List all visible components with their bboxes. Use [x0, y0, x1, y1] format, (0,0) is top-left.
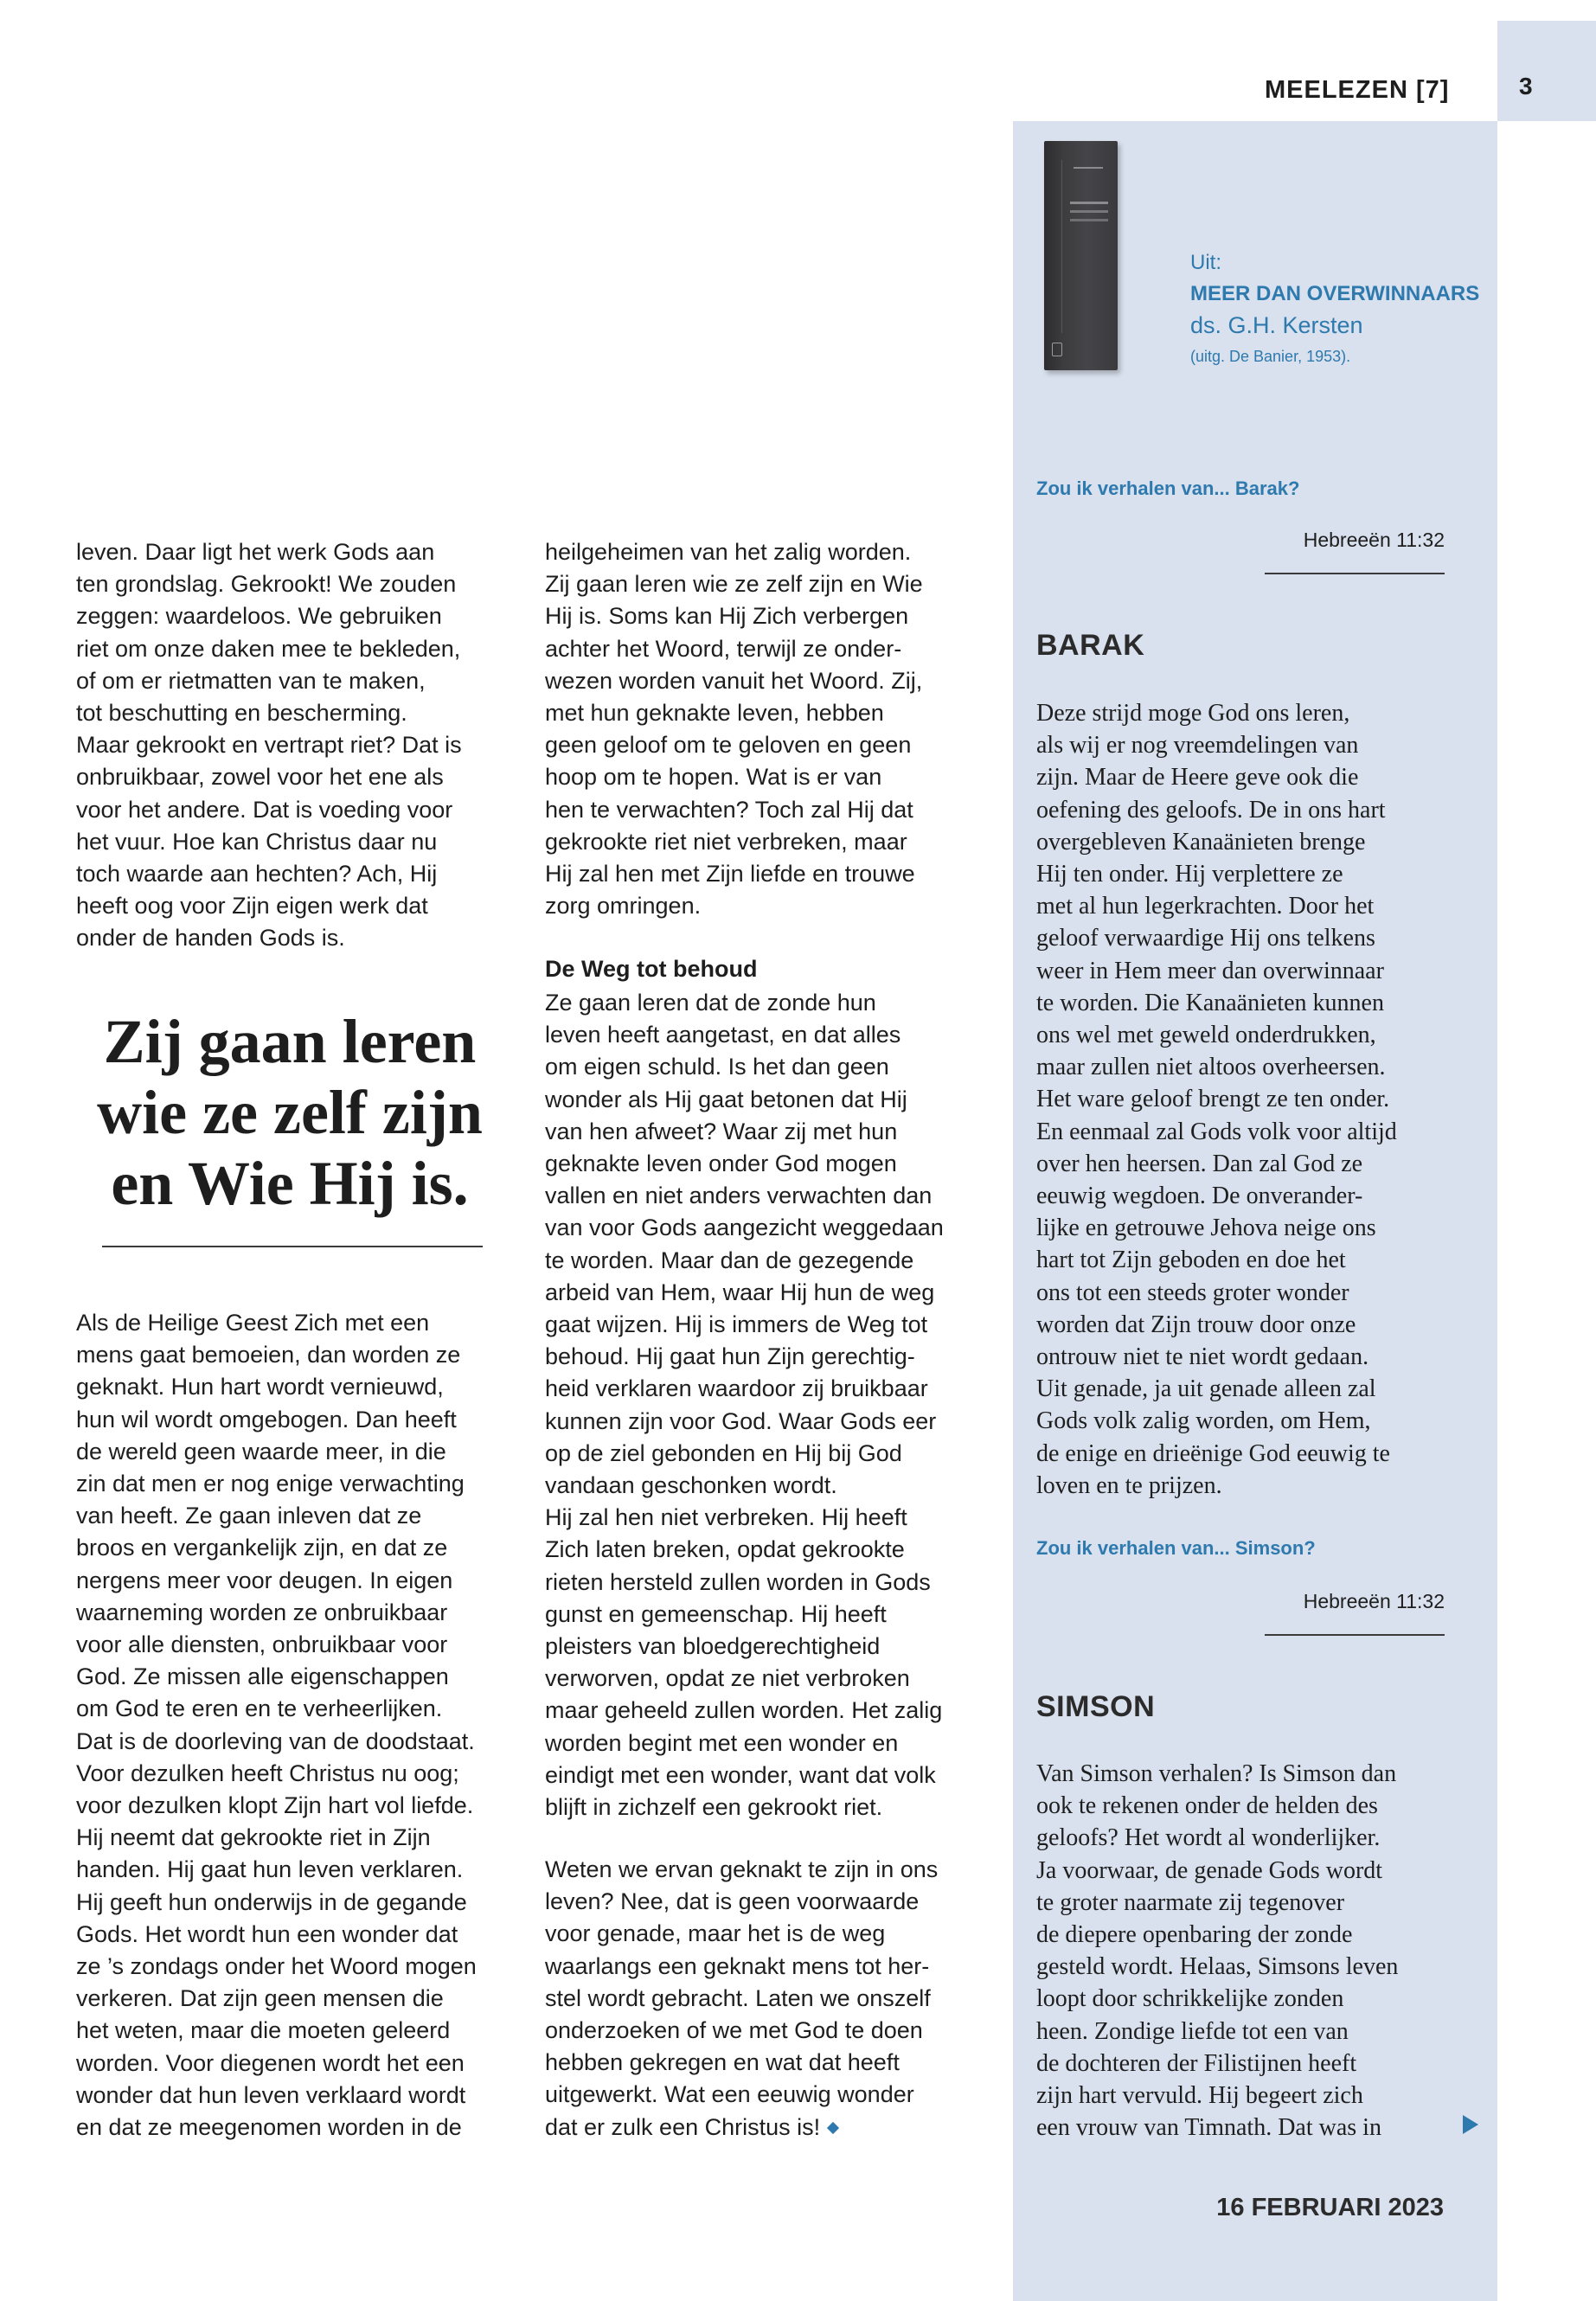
column2-paragraph-top: heilgeheimen van het zalig worden. Zij gaan leren wie ze zelf zijn en Wie Hij is. Soms kan Hij Zich verbergen achter het Woord, terwijl ze onder- wezen worden vanuit het Woord. Zij, met hun geknakte leven, hebben geen geloof om te geloven en geen hoop om te hopen. Wat is er van hen te verwachten? Toch zal Hij dat gekrookte riet niet verbreken, maar Hij zal hen met Zijn liefde en trouwe zorg omringen.	[545, 539, 923, 920]
source-publisher: (uitg. De Banier, 1953).	[1190, 348, 1351, 365]
column2-bottom-text: Weten we ervan geknakt te zijn in ons leven? Nee, dat is geen voorwaarde voor genade, maar het is de weg waarlangs een geknakt mens tot her- stel wordt gebracht. Laten we onszelf onderzoeken of we met God te doen hebben gekregen en wat dat heeft uitgewerkt. Wat een eeuwig wonder dat er zulk een Christus is!	[545, 1856, 939, 2140]
source-book-title: MEER DAN OVERWINNAARS	[1190, 282, 1480, 305]
simson-reference: Hebreeën 11:32	[1303, 1590, 1445, 1612]
pull-quote-rule	[102, 1246, 483, 1247]
column1-paragraph-top: leven. Daar ligt het werk Gods aan ten grondslag. Gekrookt! We zouden zeggen: waardeloos. We gebruiken riet om onze daken mee te bekleden, of om er rietmatten van te maken, tot beschutting en bescherming. Maar gekrookt en vertrapt riet? Dat is onbruikbaar, zowel voor het ene als voor het andere. Dat is voeding voor het vuur. Hoe kan Christus daar nu toch waarde aan hechten? Ach, Hij heeft oog voor Zijn eigen werk dat onder de handen Gods is.	[76, 539, 462, 952]
book-cover-image	[1044, 141, 1118, 370]
book-spine	[1053, 160, 1062, 333]
column2-paragraph-middle: Ze gaan leren dat de zonde hun leven heeft aangetast, en dat alles om eigen schuld. Is het dan geen wonder als Hij gaat betonen dat Hij van hen afweet? Waar zij met hun geknakte leven onder God mogen vallen en niet anders verwachten dan van voor Gods aangezicht weggedaan te worden. Maar dan de gezegende arbeid van Hem, waar Hij hun de weg gaat wijzen. Hij is immers de Weg tot behoud. Hij gaat hun Zijn gerechtig- heid verklaren waardoor zij bruikbaar kunnen zijn voor God. Waar Gods eer op de ziel gebonden en Hij bij God vandaan geschonken wordt. Hij zal hen niet verbreken. Hij heeft Zich laten breken, opdat gekrookte rieten hersteld zullen worden in Gods gunst en gemeenschap. Hij heeft pleisters van bloedgerechtigheid verworven, opdat ze niet verbroken maar geheeld zullen worden. Het zalig worden begint met een wonder en eindigt met een wonder, want dat volk blijft in zichzelf een gekrookt riet.	[545, 990, 944, 1821]
simson-heading: SIMSON	[1036, 1690, 1156, 1723]
continue-arrow-icon	[1463, 2115, 1478, 2134]
page-number: 3	[1519, 73, 1533, 99]
end-of-article-icon	[827, 2122, 839, 2134]
source-intro: Uit:	[1190, 251, 1221, 274]
section-header	[1265, 76, 1449, 105]
simson-prompt: Zou ik verhalen van... Simson?	[1036, 1537, 1316, 1559]
book-cover-author-line	[1074, 167, 1103, 169]
subheading-weg-tot-behoud: De Weg tot behoud	[545, 956, 758, 982]
barak-reference-rule	[1265, 573, 1445, 574]
barak-reference: Hebreeën 11:32	[1303, 529, 1445, 551]
publisher-logo	[1052, 343, 1062, 356]
section-title: MEELEZEN	[1265, 76, 1408, 104]
simson-text: Van Simson verhalen? Is Simson dan ook te rekenen onder de helden des geloofs? Het wordt al wonderlijker. Ja voorwaar, de genade Gods wordt te groter naarmate zij tegenover de diepere openbaring der zonde gesteld wordt. Helaas, Simsons leven loopt door schrikkelijke zonden heen. Zondige liefde tot een van de dochteren der Filistijnen heeft zijn hart vervuld. Hij begeert zich een vrouw van Timnath. Dat was in	[1036, 1760, 1399, 2142]
barak-text: Deze strijd moge God ons leren, als wij er nog vreemdelingen van zijn. Maar de Heere geve ook die oefening des geloofs. De in ons hart overgebleven Kanaänieten brenge Hij ten onder. Hij verplettere ze met al hun legerkrachten. Door het geloof verwaardige Hij ons telkens weer in Hem meer dan overwinnaar te worden. Die Kanaänieten kunnen ons wel met geweld onderdrukken, maar zullen niet altoos overheersen. Het ware geloof brengt ze ten onder. En eenmaal zal Gods volk voor altijd over hen heersen. Dan zal God ze eeuwig wegdoen. De onverander- lijke en getrouwe Jehova neige ons hart tot Zijn geboden en doe het ons tot een steeds groter wonder worden dat Zijn trouw door onze ontrouw niet te niet wordt gedaan. Uit genade, ja uit genade alleen zal Gods volk zalig worden, om Hem, de enige en drieënige God eeuwig te loven en te prijzen.	[1036, 700, 1397, 1499]
column1-paragraph-bottom: Als de Heilige Geest Zich met een mens gaat bemoeien, dan worden ze geknakt. Hun hart wordt vernieuwd, hun wil wordt omgebogen. Dan heeft de wereld geen waarde meer, in die zin dat men er nog enige verwachting van heeft. Ze gaan inleven dat ze broos en vergankelijk zijn, en dat ze nergens meer voor deugen. In eigen waarneming worden ze onbruikbaar voor alle diensten, onbruikbaar voor God. Ze missen alle eigenschappen om God te eren en te verheerlijken. Dat is de doorleving van de doodstaat. Voor dezulken heeft Christus nu oog; voor dezulken klopt Zijn hart vol liefde. Hij neemt dat gekrookte riet in Zijn handen. Hij gaat hun leven verklaren. Hij geeft hun onderwijs in de gegande Gods. Het wordt hun een wonder dat ze ’s zondags onder het Woord mogen verkeren. Dat zijn geen mensen die het weten, maar die moeten geleerd worden. Voor diegenen wordt het een wonder dat hun leven verklaard wordt en dat ze meegenomen worden in de	[76, 1310, 477, 2141]
barak-heading: BARAK	[1036, 629, 1145, 662]
issue-date: 16 FEBRUARI 2023	[1216, 2194, 1444, 2221]
book-cover-title-lines	[1070, 202, 1108, 204]
page-number-tab	[1497, 21, 1596, 121]
issue-number: [7]	[1415, 76, 1450, 104]
barak-prompt: Zou ik verhalen van... Barak?	[1036, 478, 1300, 499]
pull-quote: Zij gaan leren wie ze zelf zijn en Wie Hij is.	[97, 1007, 483, 1218]
simson-reference-rule	[1265, 1634, 1445, 1636]
column2-paragraph-bottom	[545, 1854, 986, 2144]
source-author: ds. G.H. Kersten	[1190, 312, 1363, 338]
